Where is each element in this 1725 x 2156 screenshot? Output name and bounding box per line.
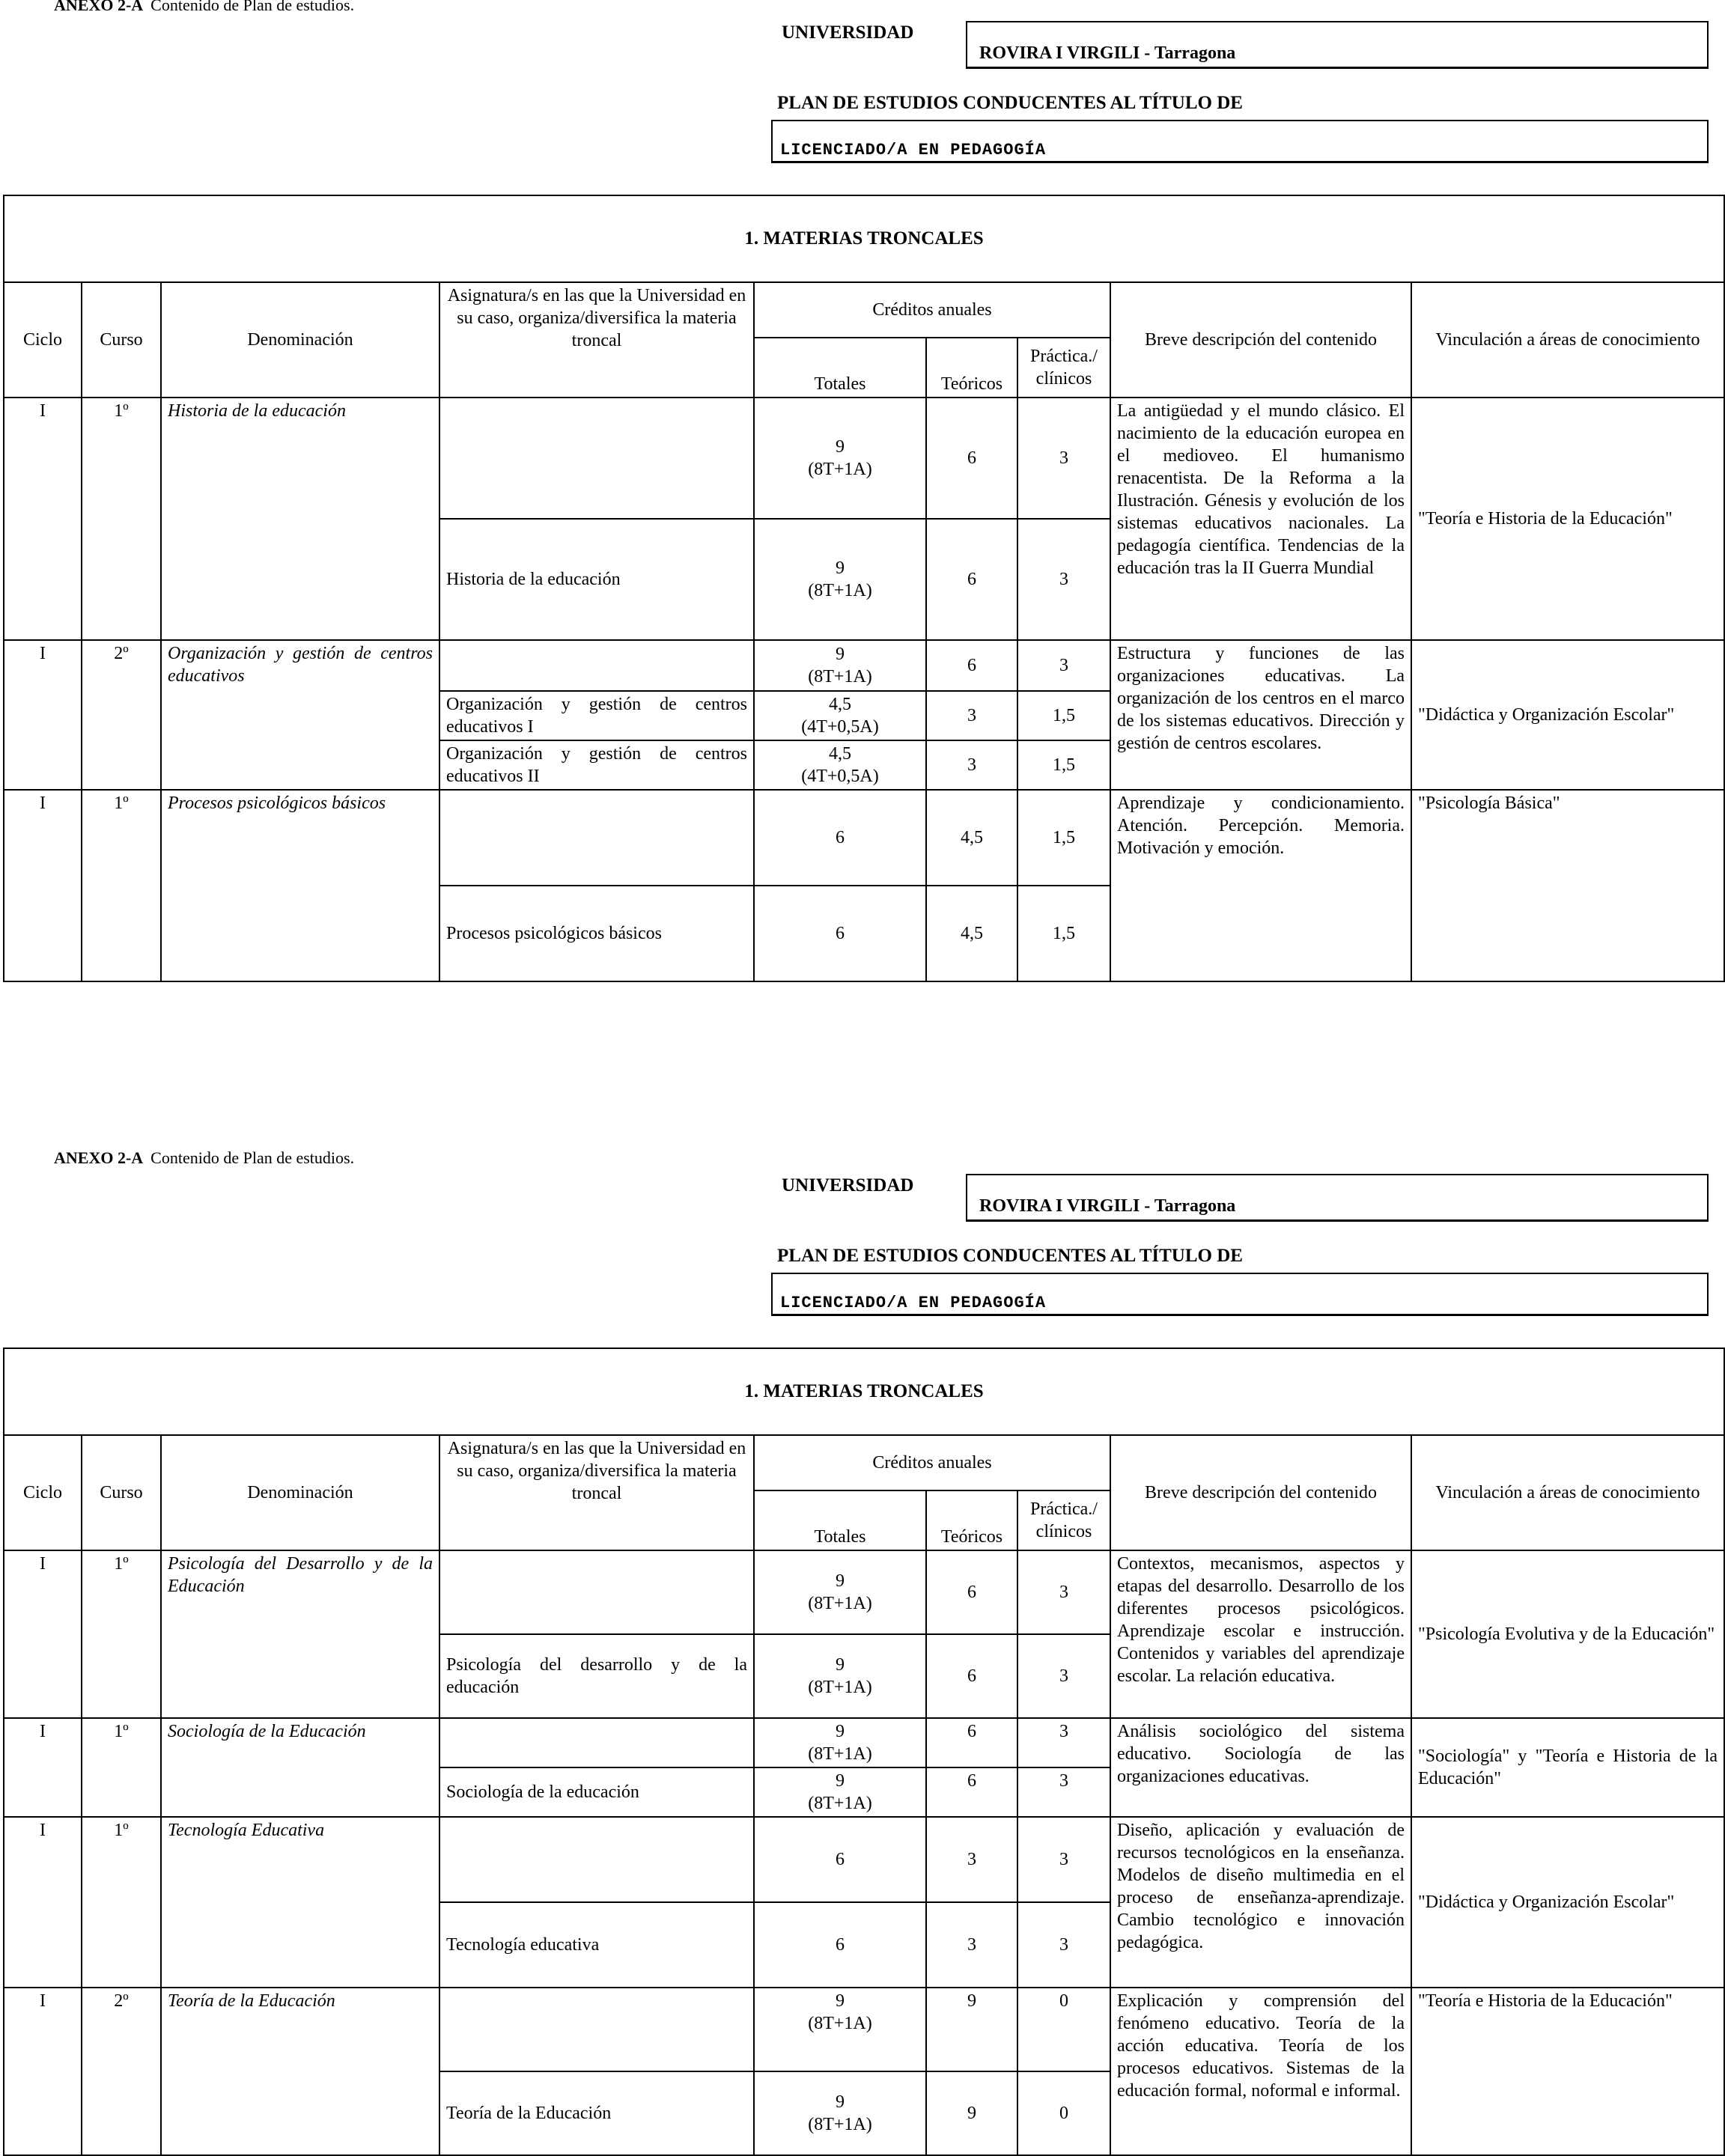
teoricos-cell: 6 bbox=[926, 1550, 1017, 1634]
practicos-cell: 1,5 bbox=[1017, 790, 1110, 886]
teoricos-cell: 4,5 bbox=[926, 886, 1017, 981]
descripcion-cell: Diseño, aplicación y evaluación de recursos tecnológicos en la enseñanza. Modelos de diseño multimedia en el proceso de enseñanza-aprendizaje. Cambio tecnológico e innovación pedagógica. bbox=[1110, 1817, 1411, 1988]
teoricos-cell: 6 bbox=[926, 1634, 1017, 1718]
practicos-cell: 3 bbox=[1017, 1718, 1110, 1767]
ciclo-cell: I bbox=[4, 1988, 82, 2155]
practicos-cell: 1,5 bbox=[1017, 691, 1110, 740]
university-label: UNIVERSIDAD bbox=[782, 22, 914, 43]
col-descripcion: Breve descripción del contenido bbox=[1110, 1435, 1411, 1550]
table-row bbox=[4, 1550, 1724, 1634]
totales-cell: 9 (8T+1A) bbox=[754, 640, 926, 691]
totales-cell: 9 (8T+1A) bbox=[754, 398, 926, 519]
asignatura-cell: Organización y gestión de centros educativos II bbox=[439, 740, 754, 790]
col-curso: Curso bbox=[82, 282, 161, 398]
col-ciclo: Ciclo bbox=[4, 282, 82, 398]
curso-cell: 1º bbox=[82, 1550, 161, 1718]
asignatura-cell bbox=[439, 790, 754, 886]
practicos-cell: 3 bbox=[1017, 1817, 1110, 1902]
page-1 bbox=[0, 0, 1725, 996]
table-row bbox=[4, 1718, 1724, 1767]
table-row bbox=[4, 640, 1724, 691]
asignatura-cell bbox=[439, 1988, 754, 2071]
ciclo-cell: I bbox=[4, 1817, 82, 1988]
asignatura-cell bbox=[439, 1718, 754, 1767]
col-denominacion: Denominación bbox=[161, 282, 439, 398]
totales-cell: 9 (8T+1A) bbox=[754, 1988, 926, 2071]
university-box bbox=[966, 1174, 1709, 1222]
totales-cell: 9 (8T+1A) bbox=[754, 1550, 926, 1634]
plan-label: PLAN DE ESTUDIOS CONDUCENTES AL TÍTULO DE bbox=[777, 93, 1243, 113]
col-practicos: Práctica./ clínicos bbox=[1017, 1490, 1110, 1550]
teoricos-cell: 6 bbox=[926, 640, 1017, 691]
descripcion-cell: Contextos, mecanismos, aspectos y etapas del desarrollo. Desarrollo de los diferentes procesos psicológicos. Aprendizaje escolar e instrucción. Contenidos y variables del aprendizaje escolar. La relación educativa. bbox=[1110, 1550, 1411, 1718]
totales-cell: 9 (8T+1A) bbox=[754, 519, 926, 640]
descripcion-cell: Aprendizaje y condicionamiento. Atención. Percepción. Memoria. Motivación y emoción. bbox=[1110, 790, 1411, 981]
col-practicos: Práctica./ clínicos bbox=[1017, 338, 1110, 398]
asignatura-cell bbox=[439, 1817, 754, 1902]
degree-box bbox=[771, 1273, 1709, 1316]
ciclo-cell: I bbox=[4, 790, 82, 981]
teoricos-cell: 3 bbox=[926, 691, 1017, 740]
col-totales: Totales bbox=[754, 338, 926, 398]
materias-table bbox=[3, 195, 1725, 982]
totales-cell: 6 bbox=[754, 790, 926, 886]
col-ciclo: Ciclo bbox=[4, 1435, 82, 1550]
page-2 bbox=[0, 1148, 1725, 2149]
practicos-cell: 1,5 bbox=[1017, 740, 1110, 790]
totales-cell: 4,5 (4T+0,5A) bbox=[754, 740, 926, 790]
teoricos-cell: 6 bbox=[926, 398, 1017, 519]
practicos-cell: 1,5 bbox=[1017, 886, 1110, 981]
plan-label: PLAN DE ESTUDIOS CONDUCENTES AL TÍTULO DE bbox=[777, 1246, 1243, 1266]
teoricos-cell: 9 bbox=[926, 2071, 1017, 2155]
col-creditos: Créditos anuales bbox=[754, 1435, 1110, 1490]
denominacion-cell: Organización y gestión de centros educativos bbox=[161, 640, 439, 790]
practicos-cell: 3 bbox=[1017, 519, 1110, 640]
descripcion-cell: Análisis sociológico del sistema educativo. Sociología de las organizaciones educativas. bbox=[1110, 1718, 1411, 1817]
practicos-cell: 3 bbox=[1017, 1902, 1110, 1988]
curso-cell: 2º bbox=[82, 1988, 161, 2155]
vinculacion-cell: "Psicología Evolutiva y de la Educación" bbox=[1411, 1550, 1724, 1718]
col-asignatura: Asignatura/s en las que la Universidad en su caso, organiza/diversifica la materia troncal bbox=[439, 1435, 754, 1550]
teoricos-cell: 3 bbox=[926, 1817, 1017, 1902]
ciclo-cell: I bbox=[4, 1718, 82, 1817]
teoricos-cell: 9 bbox=[926, 1988, 1017, 2071]
asignatura-cell: Sociología de la educación bbox=[439, 1767, 754, 1817]
degree-name: LICENCIADO/A EN PEDAGOGÍA bbox=[780, 141, 1047, 159]
practicos-cell: 3 bbox=[1017, 1550, 1110, 1634]
col-curso: Curso bbox=[82, 1435, 161, 1550]
degree-name: LICENCIADO/A EN PEDAGOGÍA bbox=[780, 1294, 1047, 1312]
col-teoricos: Teóricos bbox=[926, 338, 1017, 398]
col-asignatura: Asignatura/s en las que la Universidad en su caso, organiza/diversifica la materia troncal bbox=[439, 282, 754, 398]
vinculacion-cell: "Psicología Básica" bbox=[1411, 790, 1724, 981]
totales-cell: 6 bbox=[754, 1817, 926, 1902]
university-name: ROVIRA I VIRGILI - Tarragona bbox=[979, 1196, 1236, 1216]
vinculacion-cell: "Didáctica y Organización Escolar" bbox=[1411, 1817, 1724, 1988]
table-row bbox=[4, 1817, 1724, 1902]
col-vinculacion: Vinculación a áreas de conocimiento bbox=[1411, 1435, 1724, 1550]
totales-cell: 9 (8T+1A) bbox=[754, 2071, 926, 2155]
curso-cell: 1º bbox=[82, 790, 161, 981]
totales-cell: 6 bbox=[754, 1902, 926, 1988]
vinculacion-cell: "Sociología" y "Teoría e Historia de la Educación" bbox=[1411, 1718, 1724, 1817]
annex-heading: ANEXO 2-A Contenido de Plan de estudios. bbox=[54, 0, 355, 14]
university-label: UNIVERSIDAD bbox=[782, 1175, 914, 1196]
asignatura-cell: Psicología del desarrollo y de la educación bbox=[439, 1634, 754, 1718]
col-creditos: Créditos anuales bbox=[754, 282, 1110, 338]
ciclo-cell: I bbox=[4, 1550, 82, 1718]
col-denominacion: Denominación bbox=[161, 1435, 439, 1550]
asignatura-cell: Historia de la educación bbox=[439, 519, 754, 640]
table-title: 1. MATERIAS TRONCALES bbox=[4, 195, 1724, 282]
vinculacion-cell: "Teoría e Historia de la Educación" bbox=[1411, 1988, 1724, 2155]
totales-cell: 9 (8T+1A) bbox=[754, 1767, 926, 1817]
totales-cell: 6 bbox=[754, 886, 926, 981]
table-row bbox=[4, 398, 1724, 519]
teoricos-cell: 6 bbox=[926, 1718, 1017, 1767]
university-box bbox=[966, 21, 1709, 69]
asignatura-cell: Organización y gestión de centros educativos I bbox=[439, 691, 754, 740]
col-vinculacion: Vinculación a áreas de conocimiento bbox=[1411, 282, 1724, 398]
asignatura-cell: Procesos psicológicos básicos bbox=[439, 886, 754, 981]
totales-cell: 4,5 (4T+0,5A) bbox=[754, 691, 926, 740]
totales-cell: 9 (8T+1A) bbox=[754, 1634, 926, 1718]
teoricos-cell: 3 bbox=[926, 740, 1017, 790]
denominacion-cell: Procesos psicológicos básicos bbox=[161, 790, 439, 981]
curso-cell: 1º bbox=[82, 398, 161, 640]
vinculacion-cell: "Teoría e Historia de la Educación" bbox=[1411, 398, 1724, 640]
denominacion-cell: Tecnología Educativa bbox=[161, 1817, 439, 1988]
teoricos-cell: 6 bbox=[926, 1767, 1017, 1817]
asignatura-cell: Teoría de la Educación bbox=[439, 2071, 754, 2155]
curso-cell: 1º bbox=[82, 1718, 161, 1817]
denominacion-cell: Psicología del Desarrollo y de la Educación bbox=[161, 1550, 439, 1718]
asignatura-cell: Tecnología educativa bbox=[439, 1902, 754, 1988]
practicos-cell: 3 bbox=[1017, 1767, 1110, 1817]
table-row bbox=[4, 790, 1724, 886]
teoricos-cell: 4,5 bbox=[926, 790, 1017, 886]
practicos-cell: 3 bbox=[1017, 640, 1110, 691]
degree-box bbox=[771, 120, 1709, 163]
col-totales: Totales bbox=[754, 1490, 926, 1550]
asignatura-cell bbox=[439, 1550, 754, 1634]
practicos-cell: 0 bbox=[1017, 2071, 1110, 2155]
curso-cell: 2º bbox=[82, 640, 161, 790]
practicos-cell: 0 bbox=[1017, 1988, 1110, 2071]
table-row bbox=[4, 1988, 1724, 2071]
teoricos-cell: 3 bbox=[926, 1902, 1017, 1988]
ciclo-cell: I bbox=[4, 640, 82, 790]
descripcion-cell: Explicación y comprensión del fenómeno educativo. Teoría de la acción educativa. Teoría de los procesos educativos. Sistemas de la educación formal, noformal e informal. bbox=[1110, 1988, 1411, 2155]
practicos-cell: 3 bbox=[1017, 1634, 1110, 1718]
descripcion-cell: Estructura y funciones de las organizaciones educativas. La organización de los centros en el marco de los sistemas educativos. Dirección y gestión de centros escolares. bbox=[1110, 640, 1411, 790]
totales-cell: 9 (8T+1A) bbox=[754, 1718, 926, 1767]
ciclo-cell: I bbox=[4, 398, 82, 640]
col-teoricos: Teóricos bbox=[926, 1490, 1017, 1550]
materias-table bbox=[3, 1348, 1725, 2156]
asignatura-cell bbox=[439, 398, 754, 519]
university-name: ROVIRA I VIRGILI - Tarragona bbox=[979, 43, 1236, 63]
denominacion-cell: Teoría de la Educación bbox=[161, 1988, 439, 2155]
denominacion-cell: Historia de la educación bbox=[161, 398, 439, 640]
asignatura-cell bbox=[439, 640, 754, 691]
annex-heading: ANEXO 2-A Contenido de Plan de estudios. bbox=[54, 1148, 355, 1167]
descripcion-cell: La antigüedad y el mundo clásico. El nacimiento de la educación europea en el medioveo. El humanismo renacentista. De la Reforma a la Ilustración. Génesis y evolución de los sistemas educativos nacionales. La pedagogía científica. Tendencias de la educación tras la II Guerra Mundial bbox=[1110, 398, 1411, 640]
vinculacion-cell: "Didáctica y Organización Escolar" bbox=[1411, 640, 1724, 790]
denominacion-cell: Sociología de la Educación bbox=[161, 1718, 439, 1817]
col-descripcion: Breve descripción del contenido bbox=[1110, 282, 1411, 398]
curso-cell: 1º bbox=[82, 1817, 161, 1988]
teoricos-cell: 6 bbox=[926, 519, 1017, 640]
table-title: 1. MATERIAS TRONCALES bbox=[4, 1348, 1724, 1435]
practicos-cell: 3 bbox=[1017, 398, 1110, 519]
